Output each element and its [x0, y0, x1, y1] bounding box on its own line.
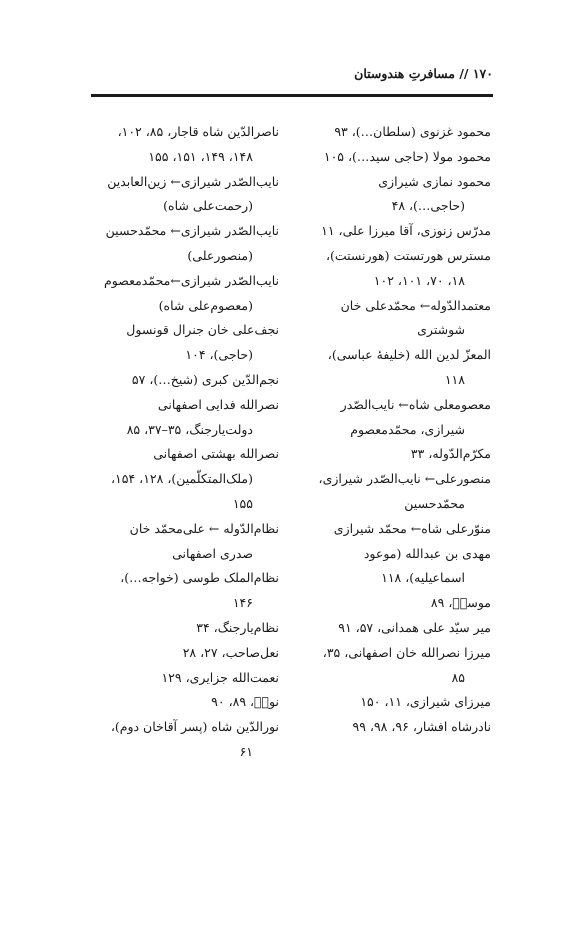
index-entry: نایب‌الصّدر شیرازی← زین‌العابدین — [107, 173, 279, 189]
index-entry: مسترس هورتستت (هورنستت)، — [325, 247, 491, 263]
index-entry: محمود نمازی شیرازی — [378, 173, 491, 189]
index-entry-continuation: ۱۱۸ — [444, 371, 465, 387]
index-entry-continuation: دولت‌یارجنگ، ۳۵–۳۷، ۸۵ — [126, 421, 253, 437]
index-entry-continuation: ۶۱ — [239, 743, 253, 759]
index-entry: المعزّ لدین الله (خلیفهٔ عباسی)، — [327, 347, 491, 363]
index-entry-continuation: (حاجی)، ۱۰۴ — [185, 347, 253, 363]
index-entry-continuation: ۱۵۵ — [232, 495, 253, 511]
index-entry: منوّرعلی شاه← محمّد شیرازی — [333, 520, 491, 536]
index-entry-continuation: شیرازی، محمّدمعصوم — [350, 421, 465, 437]
index-entry: میر سیّد علی همدانی، ۵۷، ۹۱ — [338, 619, 491, 635]
index-entry-continuation: ۱۸، ۷۰، ۱۰۱، ۱۰۲ — [373, 272, 465, 288]
index-entry-continuation: ۸۵ — [451, 669, 465, 685]
index-entry: نجف‌علی خان جنرال قونسول — [126, 322, 279, 338]
index-column-right — [303, 120, 491, 740]
index-entry: منصورعلی← نایب‌الصّدر شیرازی، — [318, 471, 491, 487]
index-entry: محمود غزنوی (سلطان…)، ۹۳ — [334, 124, 491, 139]
index-entry: نجم‌الدّین کبری (شیخ…)، ۵۷ — [131, 371, 279, 387]
index-entry-continuation: (حاجی…)، ۴۸ — [391, 198, 465, 214]
index-entry: نعمت‌الله جزایری، ۱۲۹ — [161, 669, 279, 685]
index-entry: معتمدالدّوله← محمّدعلی خان — [340, 297, 491, 313]
index-entry: نظام‌الدّوله ← علی‌محمّد خان — [129, 520, 279, 536]
running-header — [91, 64, 493, 86]
index-entry: ناصرالدّین شاه قاجار، ۸۵، ۱۰۲، — [117, 124, 279, 139]
index-entry-continuation: ۱۴۸، ۱۴۹، ۱۵۱، ۱۵۵ — [148, 148, 253, 164]
index-entry: مدرّس زنوزی، آقا میرزا علی، ۱۱ — [321, 223, 491, 239]
index-entry-continuation: اسماعیلیه)، ۱۱۸ — [381, 570, 465, 586]
index-entry: مکرّم‌الدّوله، ۳۳ — [410, 446, 491, 462]
index-entry-continuation: (معصوم‌علی شاه) — [158, 297, 253, 313]
index-entry: نعل‌صاحب، ۲۷، ۲۸ — [182, 644, 279, 660]
index-entry: نصرالله فدایی اصفهانی — [157, 396, 279, 412]
index-entry: نایب‌الصّدر شیرازی← محمّدحسین — [105, 223, 279, 239]
index-entry: نوحؑ، ۸۹، ۹۰ — [211, 694, 279, 710]
header-rule — [91, 94, 493, 97]
index-entry: معصومعلی شاه← نایب‌الصّدر — [340, 396, 491, 412]
index-column-left — [79, 120, 279, 765]
index-entry-continuation: (رحمت‌علی شاه) — [163, 198, 253, 214]
index-entry: نادرشاه افشار، ۹۶، ۹۸، ۹۹ — [352, 719, 491, 735]
index-entry: نظام‌یارجنگ، ۳۴ — [196, 619, 279, 635]
index-entry-continuation: (منصورعلی) — [187, 247, 253, 263]
running-head-text: ۱۷۰ // مسافرتِ هندوستان — [354, 66, 493, 81]
index-entry-continuation: شوشتری — [417, 322, 465, 338]
index-entry: نصرالله بهشتی اصفهانی — [153, 446, 279, 462]
index-entry: میرزا نصرالله خان اصفهانی، ۳۵، — [322, 644, 491, 660]
index-entry: نورالدّین شاه (پسر آقاخان دوم)، — [110, 719, 279, 735]
index-entry: میرزای شیرازی، ۱۱، ۱۵۰ — [360, 694, 491, 710]
index-entry: محمود مولا (حاجی سید…)، ۱۰۵ — [323, 148, 491, 164]
index-entry-continuation: ۱۴۶ — [232, 595, 253, 611]
index-entry-continuation: صدری اصفهانی — [172, 545, 253, 561]
index-entry-continuation: محمّدحسین — [404, 495, 465, 511]
index-entry: موسیؑ، ۸۹ — [430, 595, 491, 611]
index-entry-continuation: (ملک‌المتکلّمین)، ۱۲۸، ۱۵۴، — [111, 471, 253, 487]
index-entry: مهدی بن عبدالله (موعود — [363, 545, 491, 561]
index-entry: نایب‌الصّدر شیرازی←محمّدمعصوم — [104, 272, 279, 288]
index-entry: نظام‌الملک طوسی (خواجه…)، — [120, 570, 279, 586]
